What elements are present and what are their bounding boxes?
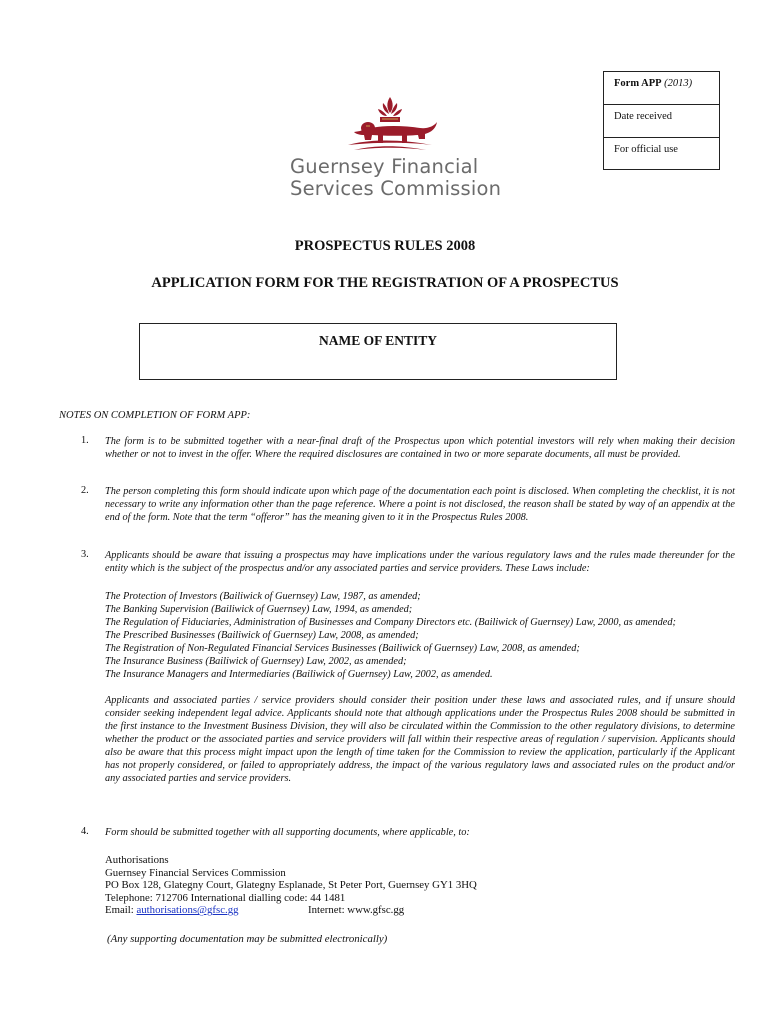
form-code-row: [604, 72, 719, 105]
email-link[interactable]: authorisations@gfsc.gg: [136, 904, 239, 917]
logo-name-line1: Guernsey Financial: [290, 155, 479, 178]
note-number: 3.: [81, 549, 89, 560]
date-received-field: Date received: [604, 105, 719, 138]
laws-list: [105, 590, 735, 681]
law-item: The Registration of Non-Regulated Financial Services Businesses (Bailiwick of Guernsey) Law, 2008, as amended;: [105, 643, 580, 654]
name-of-entity-label: NAME OF ENTITY: [318, 333, 437, 348]
contact-email-row: [105, 904, 477, 917]
contact-telephone: Telephone: 712706 International dialling code: 44 1481: [105, 891, 346, 904]
contact-address-block: [105, 854, 477, 917]
note-item-4: [81, 826, 735, 839]
note-number: 4.: [81, 826, 89, 837]
law-item: The Banking Supervision (Bailiwick of Guernsey) Law, 1994, as amended;: [105, 604, 413, 615]
official-use-field: For official use: [614, 144, 678, 155]
note-3-extra-text: Applicants and associated parties / service providers should consider their position under these laws and associated rules, and if unsure should consider seeking independent legal advice. Applicants should note that although applications under the Prospectus Rules 2008 should be submitted in the first instance to the Investment Business Division, they will also be circulated within the Commission to the other regulatory divisions, to determine whether the product or the associated parties and service providers will fall within their respective areas of regulation / supervision. Applicants should also be aware that this process might impact upon the length of time taken for the Commission to review the application, particularly if the Applicant has not properly considered, or failed to appropriately address, the impact of the various regulatory laws and associated rules on the product and/or any associated parties and service providers.: [105, 695, 735, 784]
law-item: The Regulation of Fiduciaries, Administration of Businesses and Company Directors etc. (Bailiwick of Guernsey) Law, 2000, as amended;: [105, 617, 676, 628]
law-item: The Insurance Business (Bailiwick of Guernsey) Law, 2002, as amended;: [105, 656, 407, 667]
page-title: PROSPECTUS RULES 2008: [294, 238, 476, 254]
form-code: Form APP: [614, 78, 662, 89]
form-year: (2013): [664, 78, 693, 89]
contact-address: PO Box 128, Glategny Court, Glategny Esplanade, St Peter Port, Guernsey GY1 3HQ: [105, 879, 477, 892]
contact-internet: Internet: www.gfsc.gg: [308, 904, 405, 917]
law-item: The Protection of Investors (Bailiwick of Guernsey) Law, 1987, as amended;: [105, 591, 421, 602]
contact-org: Guernsey Financial Services Commission: [105, 866, 286, 879]
law-item: The Prescribed Businesses (Bailiwick of Guernsey) Law, 2008, as amended;: [105, 630, 419, 641]
note-number: 2.: [81, 485, 89, 496]
note-item-1: [81, 435, 735, 461]
note-item-3: [81, 549, 735, 785]
law-item: The Insurance Managers and Intermediaries (Bailiwick of Guernsey) Law, 2002, as amended.: [105, 669, 493, 680]
note-text: Applicants should be aware that issuing a prospectus may have implications under the various regulatory laws and the rules made thereunder for the entity which is the subject of the prospectus and/or any associated parties and service providers. These Laws include:: [105, 550, 735, 574]
note-number: 1.: [81, 435, 89, 446]
gfsc-logo: [290, 95, 502, 200]
name-of-entity-box[interactable]: [139, 323, 617, 380]
lion-emblem-icon: [340, 95, 440, 153]
electronic-submission-note: (Any supporting documentation may be submitted electronically): [107, 933, 388, 945]
note-item-2: [81, 485, 735, 524]
logo-name-line2: Services Commission: [290, 177, 502, 200]
contact-dept: Authorisations: [105, 854, 169, 866]
email-label: Email:: [105, 904, 137, 917]
page-subtitle: APPLICATION FORM FOR THE REGISTRATION OF A PROSPECTUS: [151, 275, 619, 291]
notes-heading: NOTES ON COMPLETION OF FORM APP:: [59, 410, 251, 421]
official-use-box: [603, 71, 720, 170]
note-text: The form is to be submitted together with a near-final draft of the Prospectus upon which potential investors will rely when making their decision whether or not to invest in the offer. Where the required disclosures are contained in two or more separate documents, all must be provided.: [105, 436, 735, 460]
note-text: Form should be submitted together with all supporting documents, where applicable, to:: [105, 827, 470, 838]
note-text: The person completing this form should indicate upon which page of the documentation each point is disclosed. When completing the checklist, it is not necessary to write any information other than the page reference. Where a point is not disclosed, the reason shall be stated by way of an appendix at the end of the form. Note that the term “offeror” has the meaning given to it in the Prospectus Rules 2008.: [105, 486, 735, 523]
